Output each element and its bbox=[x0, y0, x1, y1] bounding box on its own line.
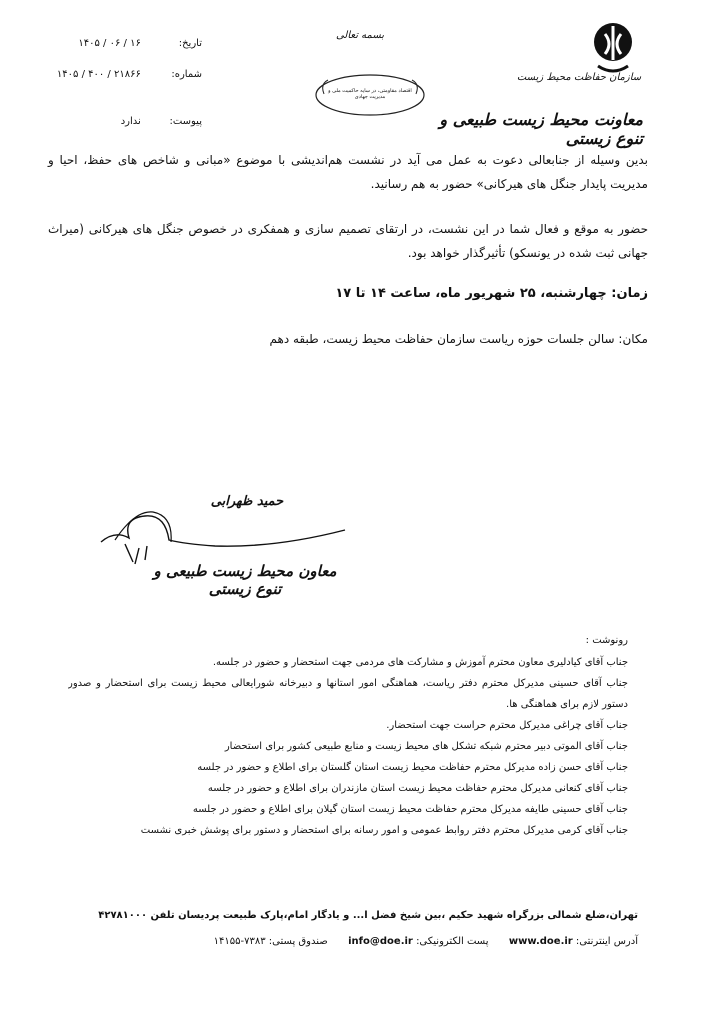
footer-address: تهران،ضلع شمالی بزرگراه شهید حکیم ،بین شیخ فضل ا... و یادگار امام،پارک طبیعت پردیسان تلفن ۴۲۷۸۱۰۰۰ bbox=[98, 910, 638, 921]
cc-heading: رونوشت : bbox=[585, 635, 628, 646]
cc-line: جناب آقای کرمی مدیرکل محترم دفتر روابط عمومی و امور رسانه برای استحضار و دستور برای پوشش خبری نشست bbox=[140, 825, 628, 836]
cc-line: جناب آقای کیادلیری معاون محترم آموزش و مشارکت های مردمی جهت استحضار و حضور در جلسه. bbox=[212, 657, 628, 668]
date-row bbox=[78, 38, 202, 49]
attachment-label: پیوست: bbox=[169, 116, 202, 127]
email-link[interactable]: info@doe.ir bbox=[348, 936, 413, 947]
number-value: ۱۴۰۵ / ۴۰۰ / ۲۱۸۶۶ bbox=[56, 69, 141, 80]
deputy-header: معاونت محیط زیست طبیعی و تنوع زیستی bbox=[439, 110, 643, 148]
signatory-title: معاون محیط زیست طبیعی و تنوع زیستی bbox=[153, 562, 337, 598]
pobox-label: صندوق پستی: bbox=[268, 936, 328, 947]
email-label: پست الکترونیکی: bbox=[416, 936, 489, 947]
paragraph-importance: حضور به موقع و فعال شما در این نشست، در ارتقای تصمیم سازی و همفکری در خصوص جنگل های هیرکانی (میراث جهانی ثبت شده در یونسکو) تأثیرگذار خواهد بود. bbox=[48, 222, 648, 260]
cc-line: جناب آقای چراغی مدیرکل محترم حراست جهت استحضار. bbox=[386, 720, 628, 731]
number-label: شماره: bbox=[171, 69, 202, 80]
pobox-value: ۱۴۱۵۵-۷۳۸۳ bbox=[213, 936, 266, 947]
date-label: تاریخ: bbox=[178, 38, 202, 49]
org-name: سازمان حفاظت محیط زیست bbox=[516, 72, 642, 83]
cc-list bbox=[68, 630, 628, 841]
bismillah: بسمه تعالی bbox=[335, 30, 385, 41]
doe-logo-icon bbox=[592, 20, 634, 78]
web-link[interactable]: www.doe.ir bbox=[508, 936, 573, 947]
cc-line: جناب آقای حسن زاده مدیرکل محترم حفاظت محیط زیست استان گلستان برای اطلاع و حضور در جلسه bbox=[197, 762, 628, 773]
cc-line: جناب آقای الموتی دبیر محترم شبکه تشکل های محیط زیست و منابع طبیعی کشور برای استحضار bbox=[224, 741, 628, 752]
cc-line: جناب آقای حسینی طایفه مدیرکل محترم حفاظت محیط زیست استان گیلان برای اطلاع و حضور در جلسه bbox=[192, 804, 628, 815]
meeting-place: مکان: سالن جلسات حوزه ریاست سازمان حفاظت محیط زیست، طبقه دهم bbox=[269, 332, 648, 346]
number-row bbox=[57, 69, 202, 80]
attachment-value: ندارد bbox=[120, 116, 141, 127]
cc-line: جناب آقای کنعانی مدیرکل محترم حفاظت محیط زیست استان مازندران برای اطلاع و حضور در جلسه bbox=[207, 783, 628, 794]
footer-contacts bbox=[48, 936, 638, 947]
cc-line: جناب آقای حسینی مدیرکل محترم دفتر ریاست، هماهنگی امور استانها و دبیرخانه شورایعالی محیط زیست برای استحضار و صدور دستور لازم برای هماهنگی ها. bbox=[68, 678, 628, 710]
attachment-row bbox=[121, 116, 202, 127]
signatory-name: حمید ظهرابی bbox=[210, 494, 284, 509]
web-label: آدرس اینترنتی: bbox=[575, 936, 638, 947]
paragraph-invitation: بدین وسیله از جنابعالی دعوت به عمل می آید در نشست هم‌اندیشی با موضوع «مبانی و شاخص های حفظ، احیا و مدیریت پایدار جنگل های هیرکانی» حضور به هم رسانید. bbox=[48, 153, 648, 191]
date-value: ۱۴۰۵ / ۰۶ / ۱۶ bbox=[78, 38, 141, 49]
emblem-text: اقتصاد مقاومتی، در سایه حاکمیت ملی و مدیریت جهادی bbox=[328, 88, 412, 100]
meeting-time: زمان: چهارشنبه، ۲۵ شهریور ماه، ساعت ۱۴ تا ۱۷ bbox=[335, 286, 648, 301]
